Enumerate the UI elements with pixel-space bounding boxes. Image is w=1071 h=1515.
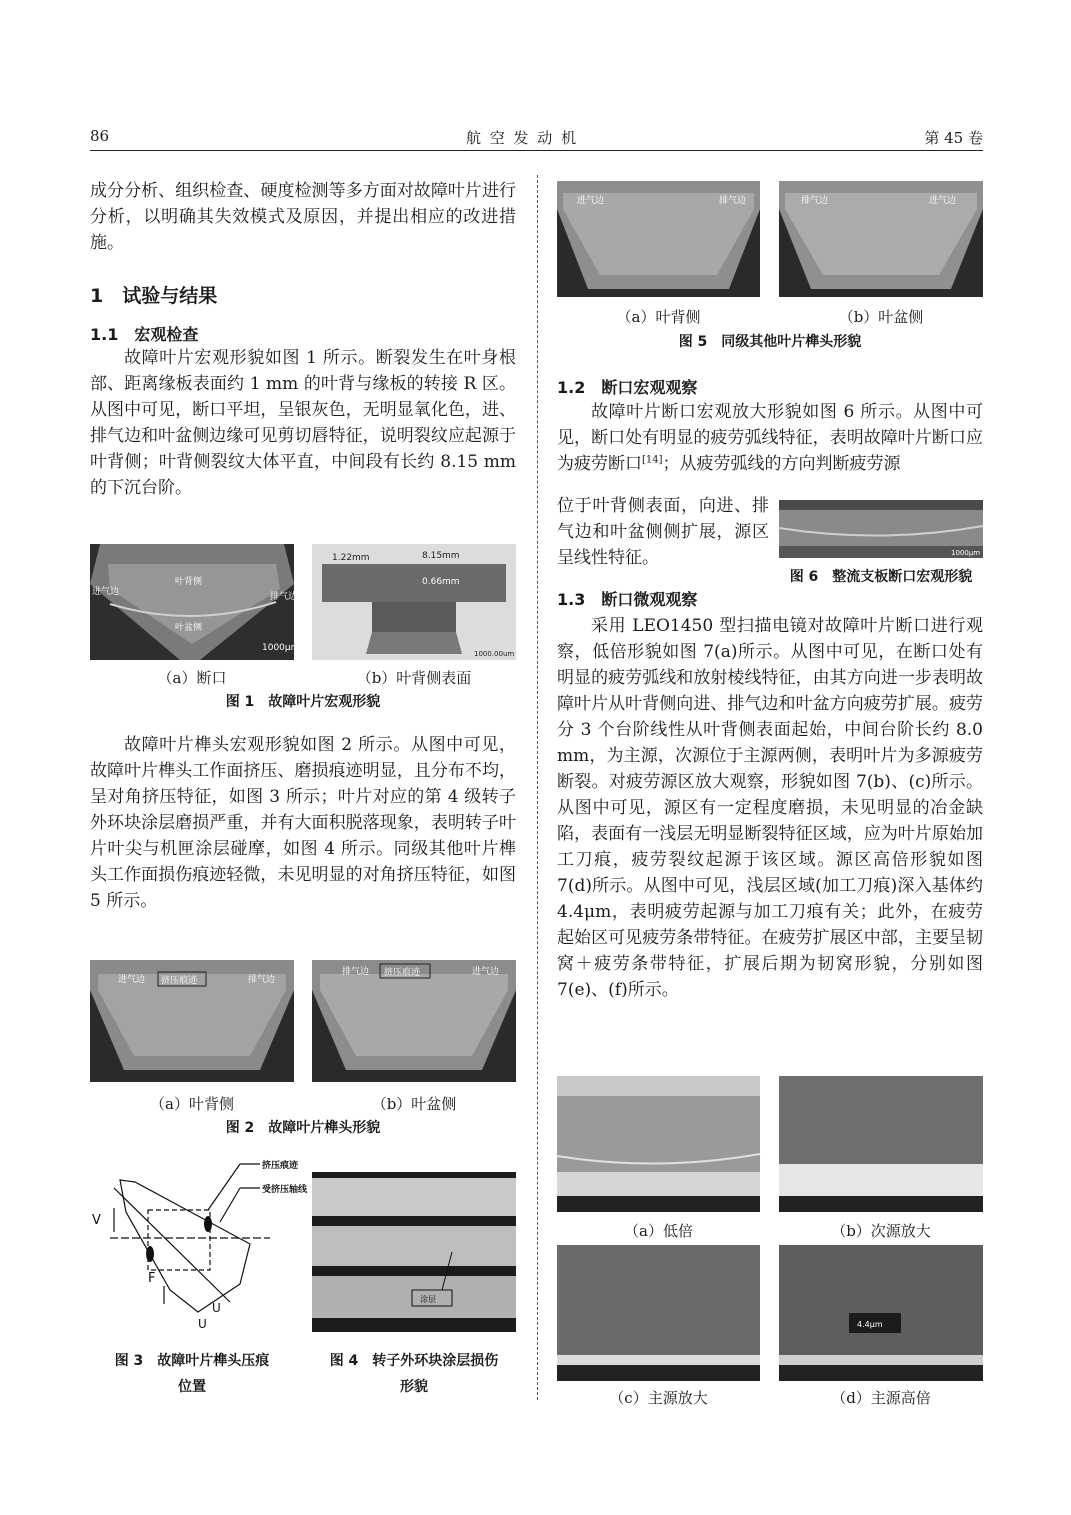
fig1b-dim3: 0.66mm [422, 577, 460, 587]
figure-1a-subcaption: （a）断口 [157, 669, 227, 687]
fig5b-label-2: 进气边 [929, 196, 957, 206]
figure-2a-subcaption: （a）叶背侧 [150, 1095, 234, 1113]
figure-2b-image [312, 960, 516, 1082]
figure-7a-image [557, 1076, 760, 1212]
figure-4-caption [312, 1348, 516, 1400]
fig2b-label-3: 进气边 [472, 967, 500, 977]
figure-3-caption [90, 1348, 294, 1400]
figure-7b-image [779, 1076, 983, 1212]
figure-7d-subcaption: （d）主源高倍 [831, 1389, 931, 1407]
fig3-legend-2: 受挤压轴线 [262, 1185, 308, 1195]
paragraph-fracture-macro-a: 故障叶片断口宏观放大形貌如图 6 所示。从图中可见，断口处有明显的疲劳弧线特征，表明故障叶片断口应为疲劳断口 [557, 402, 983, 474]
figure-3-diagram [90, 1152, 306, 1332]
figure-5-caption: 图 5 同级其他叶片榫头形貌 [678, 334, 862, 350]
figure-4-caption-line2: 形貌 [400, 1379, 428, 1395]
figure-7b-subcaption: （b）次源放大 [831, 1222, 931, 1240]
section-heading-1: 1 试验与结果 [90, 285, 218, 307]
paragraph-fracture-micro: 采用 LEO1450 型扫描电镜对故障叶片断口进行观察，低倍形貌如图 7(a)所示。从图中可见，在断口处有明显的疲劳弧线和放射棱线特征，由其方向进一步表明故障叶片从叶背侧向进、排气边和叶盆方向疲劳扩展。疲劳分 3 个台阶线性从叶背侧表面起始，中间台阶长约 8.0 mm，为主源，次源位于主源两侧，表明叶片为多源疲劳断裂。对疲劳源区放大观察，形貌如图 7(b)、(c)所示。从图中可见，源区有一定程度磨损，未见明显的冶金缺陷，表面有一浅层无明显断裂特征区域，应为叶片原始加工刀痕，疲劳裂纹起源于该区域。源区高倍形貌如图 7(d)所示。从图中可见，浅层区域(加工刀痕)深入基体约 4.4μm，表明疲劳起源与加工刀痕有关；此外，在疲劳起始区可见疲劳条带特征。在疲劳扩展区中部，主要呈韧窝＋疲劳条带特征，扩展后期为韧窝形貌，分别如图 7(e)、(f)所示。 [557, 616, 983, 1000]
figure-4-caption-line1: 图 4 转子外环块涂层损伤 [329, 1353, 499, 1369]
figure-5a-subcaption: （a）叶背侧 [616, 308, 701, 326]
header-rule [90, 150, 983, 151]
fig1b-dim2: 1.22mm [332, 553, 370, 563]
fig7d-measure: 4.4μm [857, 1320, 883, 1329]
fig4-box-label: 涂层 [420, 1295, 436, 1304]
figure-5b-subcaption: （b）叶盆侧 [838, 308, 924, 326]
paragraph-fracture-macro [557, 399, 983, 477]
intro-paragraph: 成分分析、组织检查、硬度检测等多方面对故障叶片进行分析，以明确其失效模式及原因，并提出相应的改进措施。 [90, 181, 516, 253]
figure-3-caption-line1: 图 3 故障叶片榫头压痕 [114, 1353, 270, 1369]
fig3-label-u2: U [198, 1317, 207, 1331]
fig5a-label-1: 进气边 [577, 196, 605, 206]
fig3-label-f: F [148, 1271, 156, 1286]
figure-5b-image [779, 181, 983, 297]
fig5b-label-1: 排气边 [801, 196, 829, 206]
fig2b-label-1: 排气边 [342, 967, 370, 977]
reference-14[interactable]: [14] [642, 454, 663, 466]
figure-1a-image [90, 544, 300, 660]
fig1a-label-yepen: 叶盆侧 [175, 623, 203, 633]
figure-3-caption-line2: 位置 [178, 1379, 206, 1395]
fig1a-label-jinqi: 进气边 [92, 587, 120, 597]
figure-5a-image [557, 181, 760, 297]
fig1b-scale: 1000.00um [474, 650, 515, 658]
paragraph-fracture-macro-wrap: 位于叶背侧表面，向进、排气边和叶盆侧侧扩展，源区呈线性特征。 [557, 496, 769, 568]
fig2a-label-3: 排气边 [248, 975, 276, 985]
paragraph-macro-2: 故障叶片榫头宏观形貌如图 2 所示。从图中可见，故障叶片榫头工作面挤压、磨损痕迹明显，且分布不均，呈对角挤压特征，如图 3 所示；叶片对应的第 4 级转子外环块涂层磨损严重，并有大面积脱落现象，表明转子叶片叶尖与机匣涂层碰摩，如图 4 所示。同级其他叶片榫头工作面损伤痕迹轻微，未见明显的对角挤压特征，如图 5 所示。 [90, 735, 516, 911]
figure-2-caption: 图 2 故障叶片榫头形貌 [225, 1120, 381, 1136]
figure-7c-image [557, 1245, 760, 1381]
figure-1b-subcaption: （b）叶背侧表面 [356, 669, 472, 687]
journal-title: 航 空 发 动 机 [466, 129, 579, 147]
figure-7c-subcaption: （c）主源放大 [609, 1389, 708, 1407]
figure-6-caption: 图 6 整流支板断口宏观形貌 [789, 569, 973, 585]
figure-1b-image [312, 544, 516, 660]
section-heading-1-3: 1.3 断口微观观察 [557, 590, 698, 609]
fig1a-label-paiqi: 排气边 [270, 592, 298, 602]
figure-1-caption: 图 1 故障叶片宏观形貌 [225, 694, 381, 710]
figure-7a-subcaption: （a）低倍 [624, 1222, 693, 1240]
column-divider [537, 175, 538, 1400]
fig1a-scale: 1000μm [262, 643, 300, 653]
fig3-label-v: V [92, 1213, 101, 1228]
paragraph-fracture-macro-b: ；从疲劳弧线的方向判断疲劳源 [662, 454, 901, 474]
fig2b-label-2: 挤压痕迹 [384, 968, 421, 978]
page-number: 86 [90, 127, 110, 145]
fig1b-dim1: 8.15mm [422, 551, 460, 561]
figure-6-image [779, 500, 983, 558]
fig2a-label-1: 进气边 [118, 975, 146, 985]
fig6-scale: 1000μm [951, 549, 981, 557]
section-heading-1-1: 1.1 宏观检查 [90, 325, 199, 344]
fig1a-label-yebei: 叶背侧 [175, 577, 203, 587]
fig3-label-u1: U [212, 1301, 221, 1315]
section-heading-1-2: 1.2 断口宏观观察 [557, 378, 698, 397]
fig3-legend-1: 挤压痕迹 [262, 1161, 299, 1171]
fig2a-label-2: 挤压痕迹 [161, 976, 198, 986]
figure-2b-subcaption: （b）叶盆侧 [371, 1095, 457, 1113]
figure-2a-image [90, 960, 294, 1082]
paragraph-macro-1: 故障叶片宏观形貌如图 1 所示。断裂发生在叶身根部、距离缘板表面约 1 mm 的叶背与缘板的转接 R 区。从图中可见，断口平坦，呈银灰色，无明显氧化色，进、排气边和叶盆侧边缘可见剪切唇特征，说明裂纹应起源于叶背侧；叶背侧裂纹大体平直，中间段有长约 8.15 mm 的下沉台阶。 [90, 348, 516, 498]
figure-4-image [312, 1172, 516, 1332]
figure-7d-image [779, 1245, 983, 1381]
fig5a-label-2: 排气边 [719, 196, 747, 206]
volume-label: 第 45 卷 [924, 129, 983, 147]
